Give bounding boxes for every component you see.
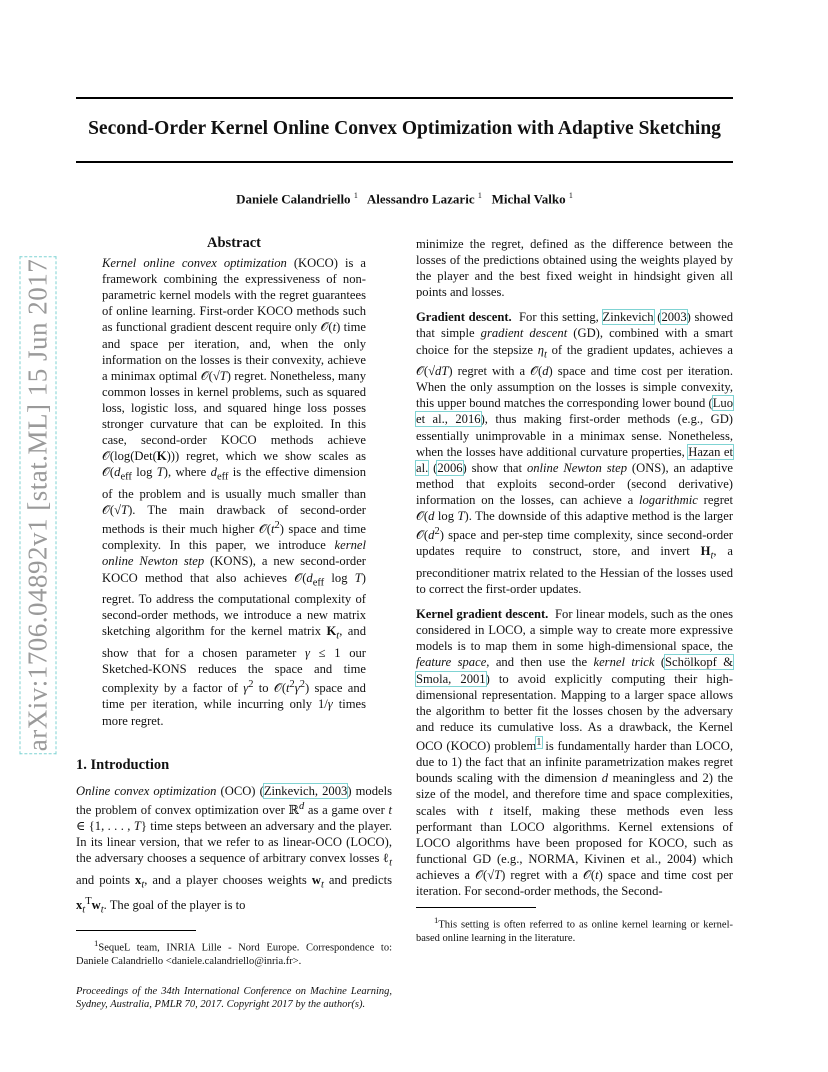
gradient-descent-paragraph: Gradient descent. For this setting, Zinkevich (2003) showed that simple gradient descent (GD), combined with a smart choice for the stepsize $\eta_t$ of the gradient updates, achieves a 𝒪(√dT) regret with a 𝒪(d) space and time cost per iteration. When the only assumption on the losses is simple convexity, this upper bound matches the corresponding lower bound (Luo et al., 2016), thus making first-order methods (e.g., GD) essentially unimprovable in a minimax sense. Nonetheless, when the losses have additional curvature properties, Hazan et al. (2006) show that online Newton step (ONS), an adaptive method that exploits second-order (second derivative) information on the losses, can achieve a logarithmic regret 𝒪(d log T). The downside of this adaptive method is the larger $𝒪(d^2)$ space and per-step time complexity, since second-order updates require to construct, store, and invert $H_t$, a preconditioner matrix related to the Hessian of the losses used to correct the first-order updates. xyxy=(416,310,734,597)
author-affiliation-mark: 1 xyxy=(568,191,573,200)
kernel-gradient-descent-paragraph: Kernel gradient descent. For linear models, such as the ones considered in LOCO, a simple way to create more expressive models is to map them in some high-dimensional space, the feature space, and then use the kernel trick (Schölkopf & Smola, 2001) to avoid explicitly computing their high-dimensional representation. Mapping to a larger space allows the algorithm to better fit the losses chosen by the adversary and reduce its cumulative loss. As a drawback, the Kernel OCO (KOCO) problem$^1$ is fundamentally harder than LOCO, due to 1) the fact that an infinite parametrization makes regret bounds scaling with the dimension d meaningless and 2) the size of the model, and therefore time and space complexities, scales with t itself, making these methods even less performant than LOCO algorithms. Kernel extensions of LOCO algorithms have been proposed for KOCO, such as functional GD (e.g., NORMA, Kivinen et al., 2004) which achieves a 𝒪(√T) regret with a 𝒪(t) space and time cost per iteration. For second-order methods, the Second- xyxy=(416,607,734,898)
footnote-rule xyxy=(416,907,536,908)
author-name: Michal Valko xyxy=(491,191,566,207)
author-name: Daniele Calandriello xyxy=(236,191,351,207)
right-column xyxy=(416,236,733,946)
proceedings-note-text: Proceedings of the 34th International Conference on Machine Learning, Sydney, Australia, PMLR 70, 2017. Copyright 2017 by the author(s). xyxy=(76,985,392,1011)
footnote-rule xyxy=(76,930,196,931)
author-name: Alessandro Lazaric xyxy=(366,191,475,207)
citation-link[interactable]: Hazan et al. xyxy=(416,444,733,475)
introduction-text: Online convex optimization (OCO) (Zinkevich, 2003) models the problem of convex optimization over ℝ$^d$ as a game over t ∈ {1, . . . , T} time steps between an adversary and the player. In its linear version, that we refer to as linear-OCO (LOCO), the adversary chooses a sequence of arbitrary convex losses ℓ$_t$ and points $x_t$, and a player chooses weights $w_t$ and predicts $x_t^Tw_t$. The goal of the player is to xyxy=(76,783,392,916)
author-list xyxy=(76,191,733,207)
introduction-heading: 1. Introduction xyxy=(76,756,170,773)
footnote-right-text: This setting is often referred to as online kernel learning or kernel-based online learning in the literature. xyxy=(416,919,733,945)
citation-link[interactable]: Schölkopf & Smola, 2001 xyxy=(416,655,734,686)
kernel-gradient-descent-heading: Kernel gradient descent. xyxy=(416,607,549,622)
citation-year-link[interactable]: 2006 xyxy=(437,460,463,475)
arxiv-stamp[interactable] xyxy=(18,258,58,752)
footnote-affiliation xyxy=(76,937,392,969)
citation-link[interactable]: Zinkevich, 2003 xyxy=(263,783,348,798)
footnote-affiliation-text: SequeL team, INRIA Lille - Nord Europe. Correspondence to: Daniele Calandriello <daniele.calandriello@inria.fr>. xyxy=(76,942,392,968)
author-affiliation-mark: 1 xyxy=(477,191,482,200)
citation-year-link[interactable]: 2003 xyxy=(661,310,687,325)
abstract-text: Kernel online convex optimization (KOCO) is a framework combining the expressiveness of non-parametric kernel models with the regret guarantees of online learning. First-order KOCO methods such as functional gradient descent require only 𝒪(t) time and space per iteration, and, when the only information on the losses is their convexity, achieve a minimax optimal 𝒪(√T) regret. Nonetheless, many common losses in kernel problems, such as squared loss, logistic loss, and squared hinge loss posses stronger curvature that can be exploited. In this case, second-order KOCO methods achieve 𝒪(log(Det(K))) regret, which we show scales as $𝒪(d_{eff}$ log T), where $d_{eff}$ is the effective dimension of the problem and is usually much smaller than 𝒪(√T). The main drawback of second-order methods is their much higher $𝒪(t^2)$ space and time complexity. In this paper, we introduce kernel online Newton step (KONS), a new second-order KOCO method that also achieves $𝒪(d_{eff}$ log T) regret. To address the computational complexity of second-order methods, we introduce a new matrix sketching algorithm for the kernel matrix $K_t$, and show that for a chosen parameter γ ≤ 1 our Sketched-KONS reduces the space and time complexity by a factor of $\gamma^2$ to $𝒪(t^2\gamma^2)$ space and time per iteration, while incurring only 1/γ times more regret. xyxy=(102,256,367,728)
gradient-descent-heading: Gradient descent. xyxy=(416,310,512,325)
author-affiliation-mark: 1 xyxy=(353,191,358,200)
paper-title: Second-Order Kernel Online Convex Optimization with Adaptive Sketching xyxy=(88,118,721,139)
footnote-ref-link[interactable]: 1 xyxy=(536,736,542,748)
top-rule xyxy=(76,97,733,99)
footnote-marker: 1 xyxy=(94,938,99,949)
citation-link[interactable]: Zinkevich xyxy=(602,310,654,325)
arxiv-stamp-text[interactable]: arXiv:1706.04892v1 [stat.ML] 15 Jun 2017 xyxy=(22,258,53,752)
citation-link[interactable]: Luo et al., 2016 xyxy=(416,396,733,427)
footnote-marker: 1 xyxy=(434,915,439,926)
footnote-right xyxy=(416,914,733,946)
title-bottom-rule xyxy=(76,161,733,163)
abstract-heading: Abstract xyxy=(207,235,261,251)
intro-continuation: minimize the regret, defined as the difference between the losses of the predictions obtained using the weights played by the player and the best fixed weight in hindsight given all points and losses. xyxy=(416,237,733,300)
proceedings-note xyxy=(76,985,392,1012)
left-column xyxy=(76,235,392,1012)
